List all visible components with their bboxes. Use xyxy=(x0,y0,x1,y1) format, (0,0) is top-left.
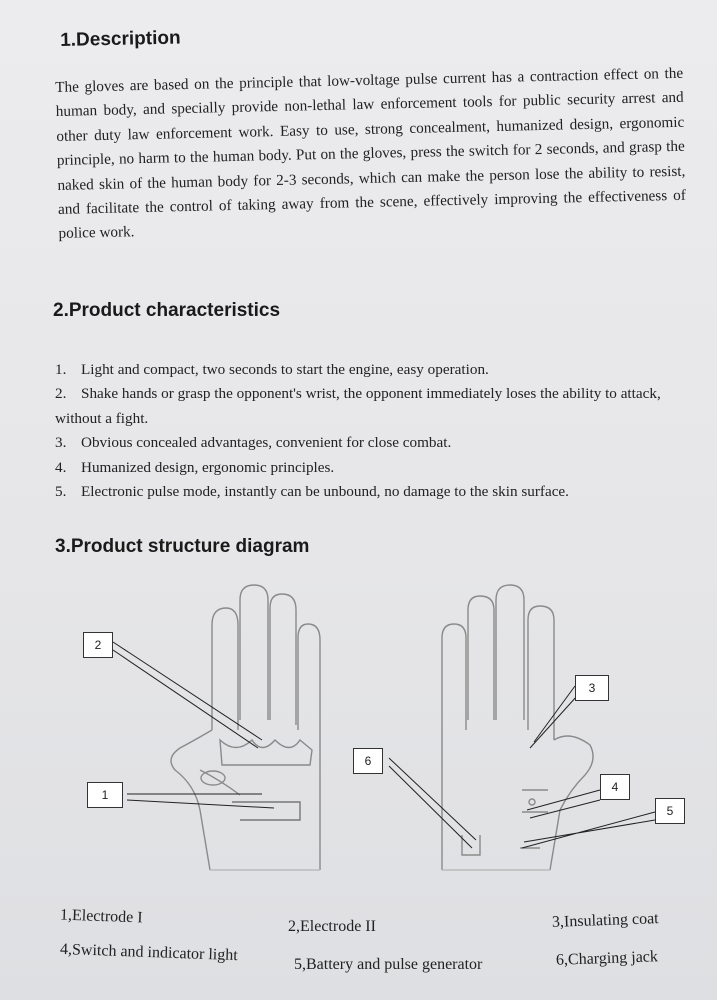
right-glove-outline xyxy=(442,585,593,870)
callout-4: 4 xyxy=(600,774,630,800)
diagram-heading: 3.Product structure diagram xyxy=(55,536,310,557)
list-item: 4. Humanized design, ergonomic principles. xyxy=(55,458,335,476)
callout-1: 1 xyxy=(87,782,123,808)
legend-item: 4,Switch and indicator light xyxy=(59,940,239,965)
legend-item: 5,Battery and pulse generator xyxy=(294,956,483,973)
characteristics-heading: 2.Product characteristics xyxy=(53,300,281,321)
legend-item: 1,Electrode I xyxy=(59,906,143,927)
leader-lines xyxy=(113,642,655,848)
legend-item: 2,Electrode II xyxy=(288,918,376,935)
legend-item: 6,Charging jack xyxy=(555,948,659,969)
characteristics-list xyxy=(55,358,685,504)
callout-2: 2 xyxy=(83,632,113,658)
description-text: The gloves are based on the principle that low-voltage pulse current has a contraction effect on the human body, and specially provide non-lethal law enforcement tools for public security arrest and other duty law enforcement work. Easy to use, strong concealment, humanized design, ergonomic principle, no harm to the human body. Put on the gloves, press the switch for 2 seconds, and grasp the naked skin of the human body for 2-3 seconds, which can make the person lose the ability to resist, and facilitate the control of taking away from the scene, effectively improving the effectiveness of police work. xyxy=(55,64,687,243)
callout-5: 5 xyxy=(655,798,685,824)
list-item: 5. Electronic pulse mode, instantly can be unbound, no damage to the skin surface. xyxy=(55,483,569,501)
description-heading: 1.Description xyxy=(60,27,181,51)
list-item: 3. Obvious concealed advantages, convenient for close combat. xyxy=(55,434,452,452)
callout-3: 3 xyxy=(575,675,609,701)
list-item: 2. Shake hands or grasp the opponent's wrist, the opponent immediately loses the ability to attack, without a fight. xyxy=(55,385,661,427)
legend-item: 3,Insulating coat xyxy=(551,910,659,931)
glove-structure-diagram xyxy=(0,580,717,900)
list-item: 1. Light and compact, two seconds to start the engine, easy operation. xyxy=(55,361,489,378)
left-glove-outline xyxy=(171,585,320,870)
callout-6: 6 xyxy=(353,748,383,774)
